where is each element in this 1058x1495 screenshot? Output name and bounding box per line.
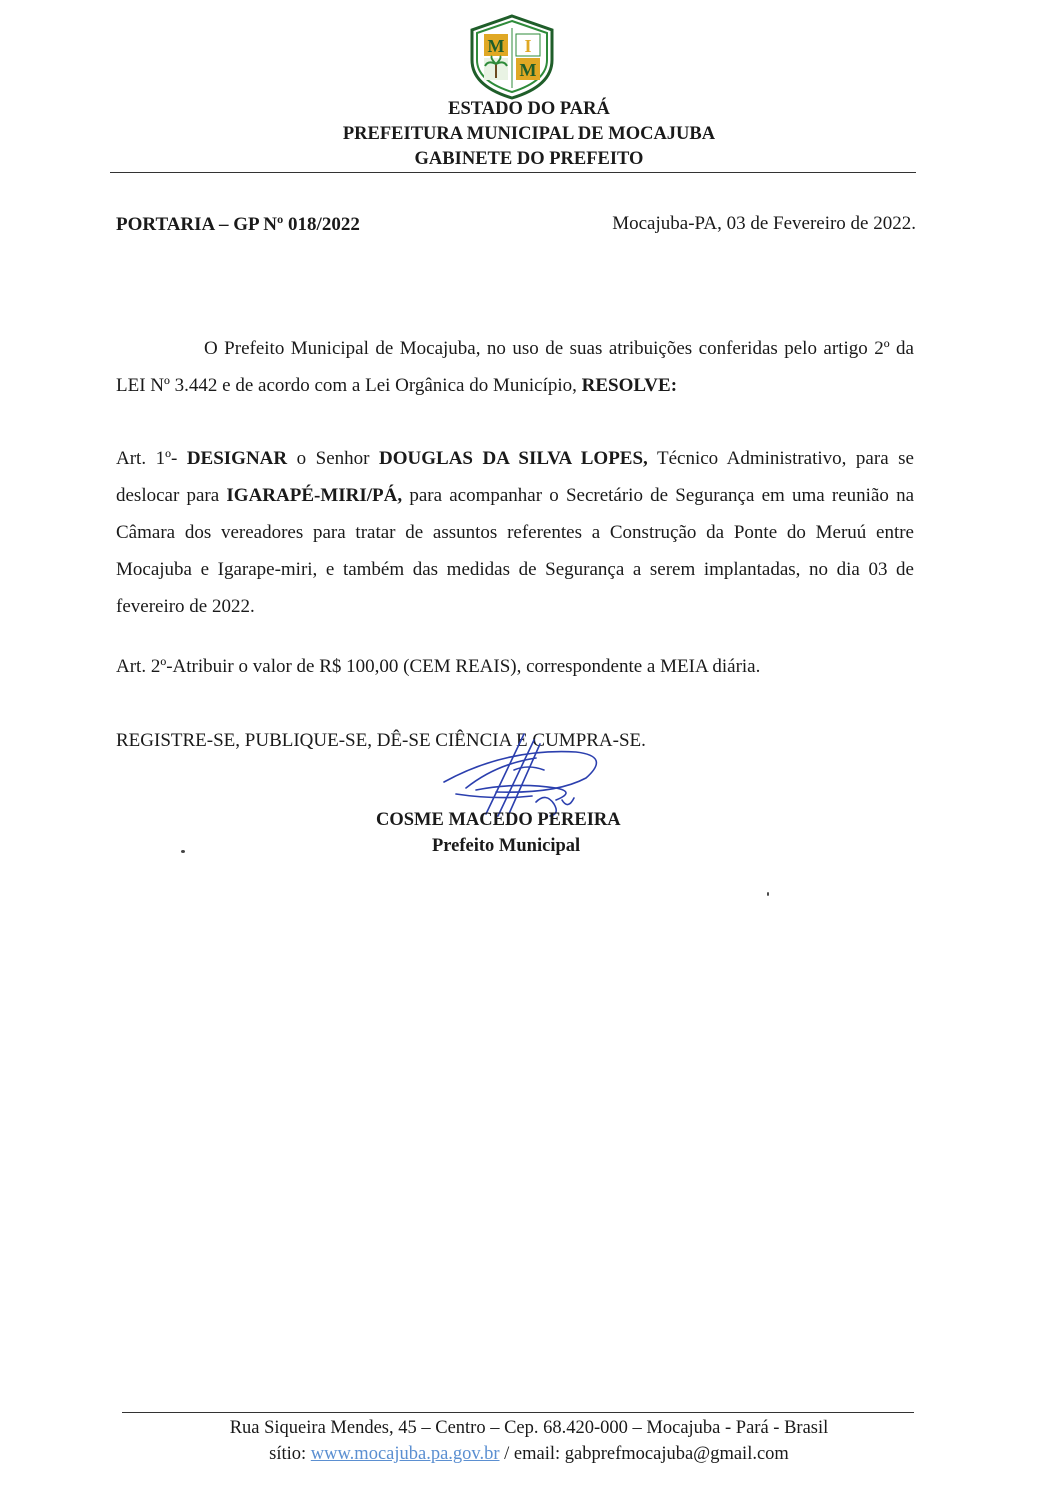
destination: IGARAPÉ-MIRI/PÁ, <box>226 485 403 506</box>
scan-speck <box>181 850 185 853</box>
footer-contact <box>0 1444 1058 1465</box>
article-1-text-a: o Senhor <box>296 448 370 469</box>
preamble-text: O Prefeito Municipal de Mocajuba, no uso de suas atribuições conferidas pelo artigo 2º da LEI Nº 3.442 e de acordo com a Lei Orgânica do Município, <box>116 338 914 396</box>
svg-text:M: M <box>487 36 505 56</box>
site-label: sítio: <box>269 1444 307 1464</box>
article-1-label: Art. 1º- <box>116 448 178 469</box>
place-date: Mocajuba-PA, 03 de Fevereiro de 2022. <box>612 213 916 234</box>
email-label: / email: <box>504 1444 561 1464</box>
signer-role: Prefeito Municipal <box>432 836 581 856</box>
article-1-text-b: Técnico Administrativo, para se deslocar para <box>116 448 914 506</box>
scan-speck <box>767 892 769 896</box>
svg-text:I: I <box>524 36 532 56</box>
article-2-paragraph: Art. 2º-Atribuir o valor de R$ 100,00 (CEM REAIS), correspondente a MEIA diária. <box>116 656 761 677</box>
website-link[interactable]: www.mocajuba.pa.gov.br <box>310 1444 500 1464</box>
article-1-action: DESIGNAR <box>186 448 288 469</box>
preamble-paragraph <box>116 330 914 404</box>
document-number: PORTARIA – GP Nº 018/2022 <box>116 214 360 235</box>
footer-divider <box>122 1412 914 1413</box>
closing-formula: REGISTRE-SE, PUBLIQUE-SE, DÊ-SE CIÊNCIA E CUMPRA-SE. <box>116 730 646 751</box>
signer-name: COSME MACEDO PEREIRA <box>376 810 621 830</box>
svg-text:M: M <box>519 60 537 80</box>
designee-name: DOUGLAS DA SILVA LOPES, <box>379 448 648 469</box>
city-hall-heading: PREFEITURA MUNICIPAL DE MOCAJUBA <box>342 124 716 144</box>
office-heading: GABINETE DO PREFEITO <box>414 149 644 169</box>
footer-address: Rua Siqueira Mendes, 45 – Centro – Cep. 68.420-000 – Mocajuba - Pará - Brasil <box>229 1418 829 1438</box>
article-1-text-c: para acompanhar o Secretário de Segurança em uma reunião na Câmara dos vereadores para tratar de assuntos referentes a Construção da Ponte do Meruú entre Mocajuba e Igarape-miri, e também das medidas de Segurança a serem implantadas, no dia 03 de fevereiro de 2022. <box>116 485 915 617</box>
resolve-keyword: RESOLVE: <box>581 375 678 396</box>
municipal-crest-icon <box>468 14 556 100</box>
state-heading: ESTADO DO PARÁ <box>448 99 610 119</box>
email-address[interactable]: gabprefmocajuba@gmail.com <box>564 1444 789 1464</box>
header-divider <box>110 172 916 173</box>
article-1-paragraph <box>116 440 914 625</box>
